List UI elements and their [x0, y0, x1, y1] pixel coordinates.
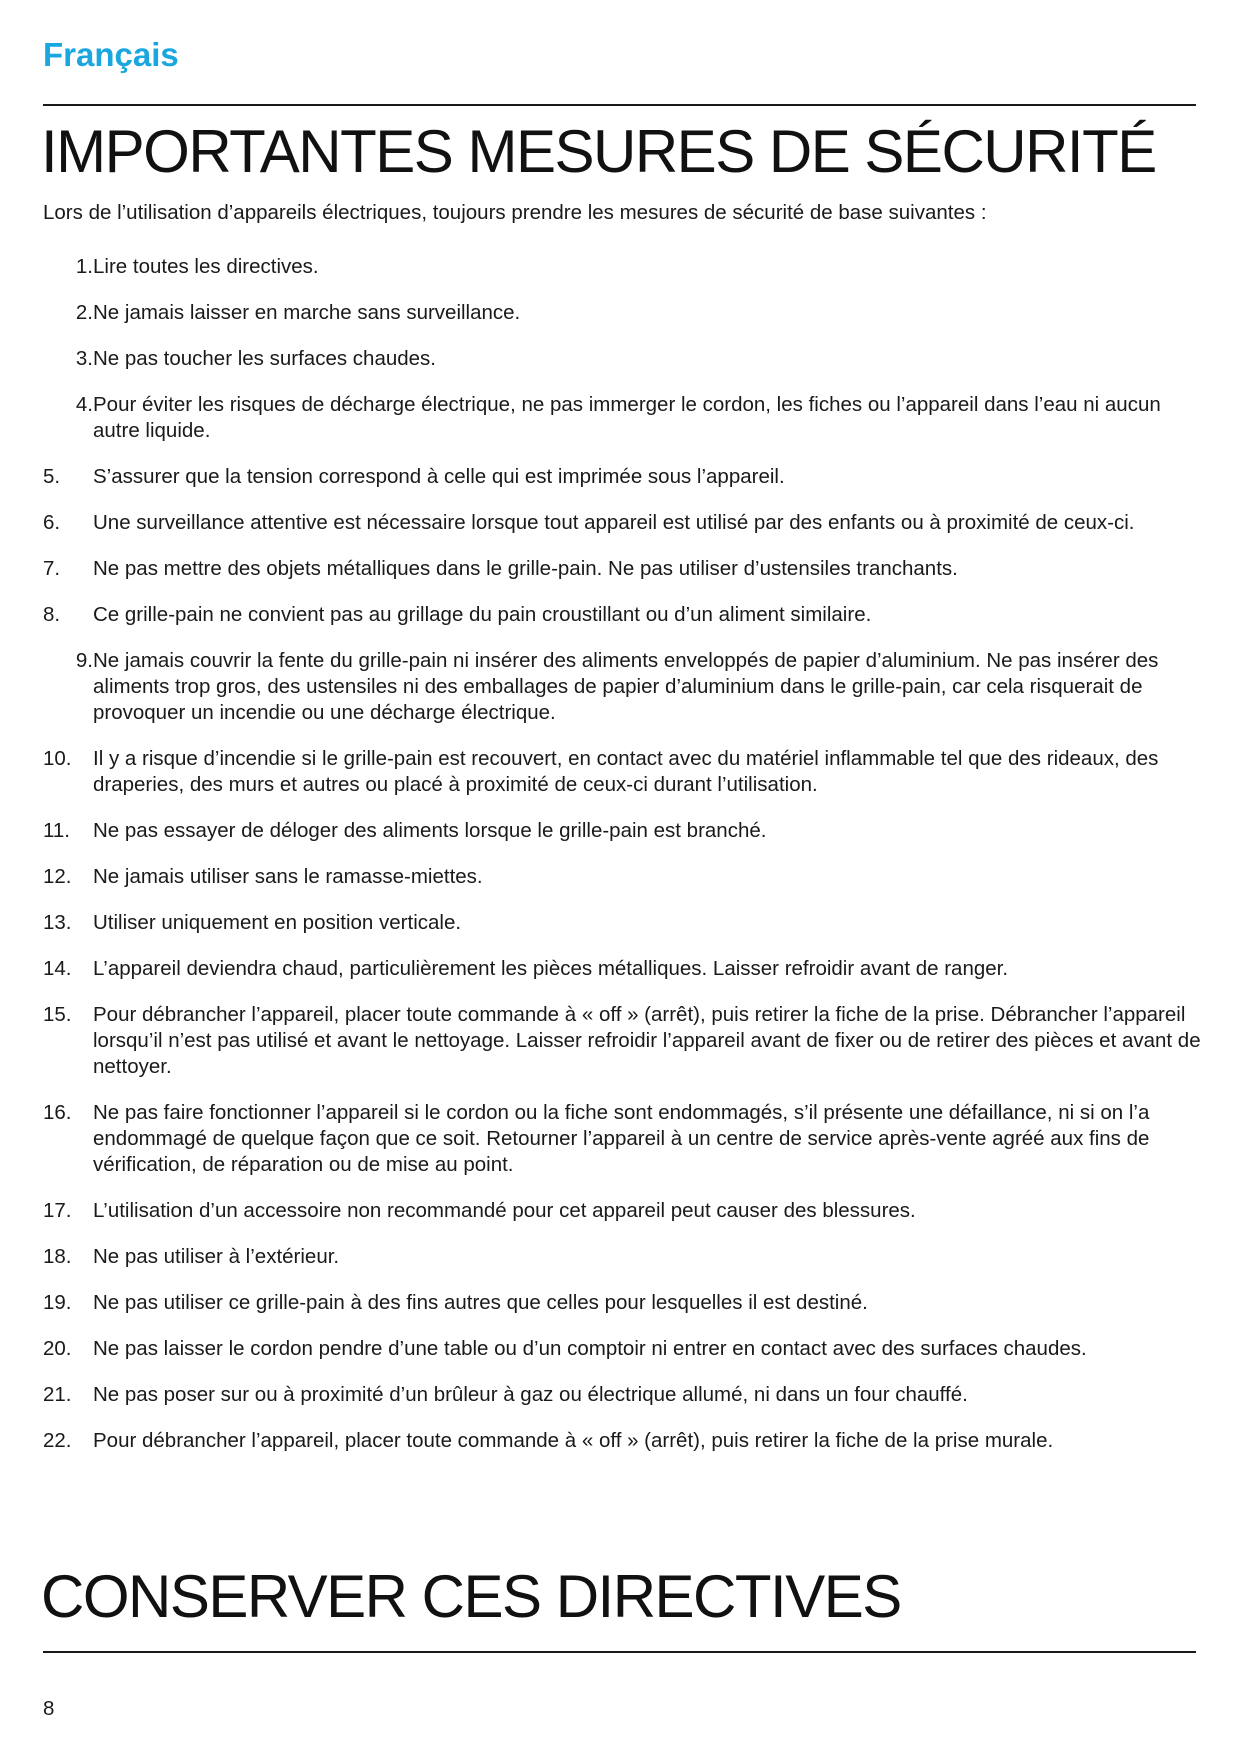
item-text: S’assurer que la tension correspond à celle qui est imprimée sous l’appareil. — [93, 465, 785, 488]
item-number: 8. — [43, 603, 61, 626]
item-number: 17. — [43, 1199, 72, 1222]
item-number: 21. — [43, 1383, 72, 1406]
list-item — [43, 1336, 1203, 1362]
item-text: Ne pas toucher les surfaces chaudes. — [93, 347, 436, 370]
item-number: 6. — [43, 511, 61, 534]
item-text: Pour débrancher l’appareil, placer toute commande à « off » (arrêt), puis retirer la fiche de la prise murale. — [93, 1429, 1054, 1452]
list-item — [43, 1244, 1203, 1270]
list-item — [43, 254, 1203, 280]
list-item — [43, 602, 1203, 628]
list-item — [43, 1002, 1203, 1080]
list-item — [43, 1100, 1203, 1178]
page-title: IMPORTANTES MESURES DE SÉCURITÉ — [41, 118, 1156, 185]
item-number: 18. — [43, 1245, 72, 1268]
item-number: 11. — [43, 819, 70, 842]
list-item — [43, 1382, 1203, 1408]
item-text: Ne pas mettre des objets métalliques dans le grille-pain. Ne pas utiliser d’ustensiles tranchants. — [93, 557, 958, 580]
safety-list — [43, 254, 1203, 1474]
item-text: Lire toutes les directives. — [93, 255, 319, 278]
item-text: Il y a risque d’incendie si le grille-pain est recouvert, en contact avec du matériel inflammable tel que des rideaux, des draperies, des murs et autres ou placé à proximité de ceux-ci durant l’utilisation. — [93, 747, 1159, 796]
item-number: 10. — [43, 747, 72, 770]
top-divider — [43, 104, 1196, 106]
item-number: 15. — [43, 1003, 72, 1026]
item-text: Ce grille-pain ne convient pas au grillage du pain croustillant ou d’un aliment similaire. — [93, 603, 872, 626]
item-text: Ne pas laisser le cordon pendre d’une table ou d’un comptoir ni entrer en contact avec des surfaces chaudes. — [93, 1337, 1087, 1360]
page-number: 8 — [43, 1697, 55, 1720]
item-number: 3. — [75, 347, 93, 370]
item-text: Ne pas poser sur ou à proximité d’un brûleur à gaz ou électrique allumé, ni dans un four chauffé. — [93, 1383, 968, 1406]
item-text: Ne pas utiliser ce grille-pain à des fins autres que celles pour lesquelles il est destiné. — [93, 1291, 868, 1314]
item-text: Ne pas faire fonctionner l’appareil si le cordon ou la fiche sont endommagés, s’il présente une défaillance, ni si on l’a endommagé de quelque façon que ce soit. Retourner l’appareil à un centre de service après-vente agréé aux fins de vérification, de réparation ou de mise au point. — [93, 1101, 1150, 1176]
item-number: 22. — [43, 1429, 72, 1452]
closing-heading: CONSERVER CES DIRECTIVES — [41, 1563, 901, 1630]
item-number: 14. — [43, 957, 72, 980]
list-item — [43, 1198, 1203, 1224]
item-text: Pour éviter les risques de décharge électrique, ne pas immerger le cordon, les fiches ou l’appareil dans l’eau ni aucun autre liquide. — [93, 393, 1161, 442]
list-item — [43, 648, 1203, 726]
intro-text: Lors de l’utilisation d’appareils électriques, toujours prendre les mesures de sécurité de base suivantes : — [43, 201, 987, 224]
list-item — [43, 1428, 1203, 1454]
list-item — [43, 300, 1203, 326]
item-number: 19. — [43, 1291, 72, 1314]
item-text: Ne jamais couvrir la fente du grille-pain ni insérer des aliments enveloppés de papier d’aluminium. Ne pas insérer des aliments trop gros, des ustensiles ni des emballages de papier d’aluminium dans le grille-pain, car cela risquerait de provoquer un incendie ou une décharge électrique. — [93, 649, 1159, 724]
language-label: Français — [43, 36, 179, 73]
item-number: 4. — [75, 393, 93, 416]
item-text: Pour débrancher l’appareil, placer toute commande à « off » (arrêt), puis retirer la fiche de la prise. Débrancher l’appareil lorsqu’il n’est pas utilisé et avant le nettoyage. Laisser refroidir l’appareil avant de fixer ou de retirer des pièces et avant de nettoyer. — [93, 1003, 1201, 1078]
list-item — [43, 510, 1203, 536]
item-text: Une surveillance attentive est nécessaire lorsque tout appareil est utilisé par des enfants ou à proximité de ceux-ci. — [93, 511, 1135, 534]
item-text: Ne pas utiliser à l’extérieur. — [93, 1245, 340, 1268]
item-text: Ne jamais laisser en marche sans surveillance. — [93, 301, 521, 324]
item-number: 12. — [43, 865, 72, 888]
list-item — [43, 556, 1203, 582]
list-item — [43, 1290, 1203, 1316]
item-text: Ne pas essayer de déloger des aliments lorsque le grille-pain est branché. — [93, 819, 767, 842]
list-item — [43, 864, 1203, 890]
item-number: 13. — [43, 911, 72, 934]
list-item — [43, 346, 1203, 372]
list-item — [43, 818, 1203, 844]
item-number: 5. — [43, 465, 61, 488]
list-item — [43, 956, 1203, 982]
item-text: L’appareil deviendra chaud, particulièrement les pièces métalliques. Laisser refroidir avant de ranger. — [93, 957, 1009, 980]
item-text: Ne jamais utiliser sans le ramasse-miettes. — [93, 865, 483, 888]
list-item — [43, 392, 1203, 444]
list-item — [43, 464, 1203, 490]
bottom-divider — [43, 1651, 1196, 1653]
list-item — [43, 910, 1203, 936]
item-text: Utiliser uniquement en position verticale. — [93, 911, 462, 934]
item-number: 20. — [43, 1337, 72, 1360]
item-text: L’utilisation d’un accessoire non recommandé pour cet appareil peut causer des blessures. — [93, 1199, 916, 1222]
item-number: 9. — [75, 649, 93, 672]
item-number: 7. — [43, 557, 61, 580]
item-number: 2. — [75, 301, 93, 324]
item-number: 16. — [43, 1101, 72, 1124]
item-number: 1. — [75, 255, 93, 278]
list-item — [43, 746, 1203, 798]
